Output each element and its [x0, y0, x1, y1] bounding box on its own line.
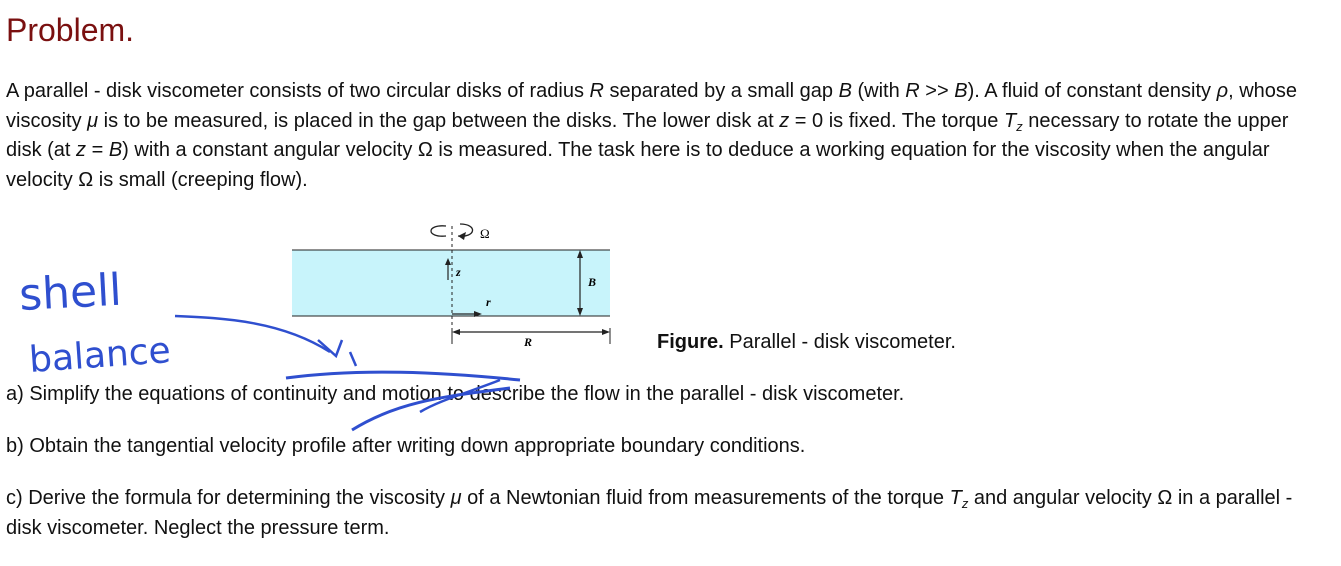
rotation-arrowhead-icon	[458, 232, 466, 240]
question-c: c) Derive the formula for determining the viscosity μ of a Newtonian fluid from measurements of the torque $T_z$ and angular velocity Ω in a parallel - disk viscometer. Neglect the pressure term.	[6, 487, 1293, 539]
omega-label: Ω	[480, 226, 490, 241]
problem-title: Problem.	[6, 12, 135, 48]
r-dim-arrowhead-right-icon	[602, 329, 610, 335]
fluid-gap	[292, 250, 610, 316]
R-label: R	[524, 335, 533, 349]
r-label: r	[486, 295, 491, 309]
handwritten-balance: balance	[27, 330, 173, 381]
figure-caption: Figure. Parallel - disk viscometer.	[657, 331, 956, 353]
problem-statement: A parallel - disk viscometer consists of two circular disks of radius R separated by a small gap B (with R >> B). A fluid of constant density ρ, whose viscosity μ is to be measured, is placed in the gap between the disks. The lower disk at z = 0 is fixed. The torque $T_z$ necessary to rotate the upper disk (at z = B) with a constant angular velocity Ω is measured. The task here is to deduce a working equation for the viscosity when the angular velocity Ω is small (creeping flow).	[6, 80, 1298, 191]
r-dim-arrowhead-left-icon	[452, 329, 460, 335]
z-label: z	[456, 265, 461, 279]
question-b: b) Obtain the tangential velocity profile after writing down appropriate boundary conditions.	[6, 435, 806, 457]
handwritten-shell: shell	[17, 264, 123, 321]
viscometer-figure	[280, 212, 620, 352]
b-label: B	[588, 275, 597, 289]
question-a: a) Simplify the equations of continuity and motion to describe the flow in the parallel - disk viscometer.	[6, 383, 905, 405]
